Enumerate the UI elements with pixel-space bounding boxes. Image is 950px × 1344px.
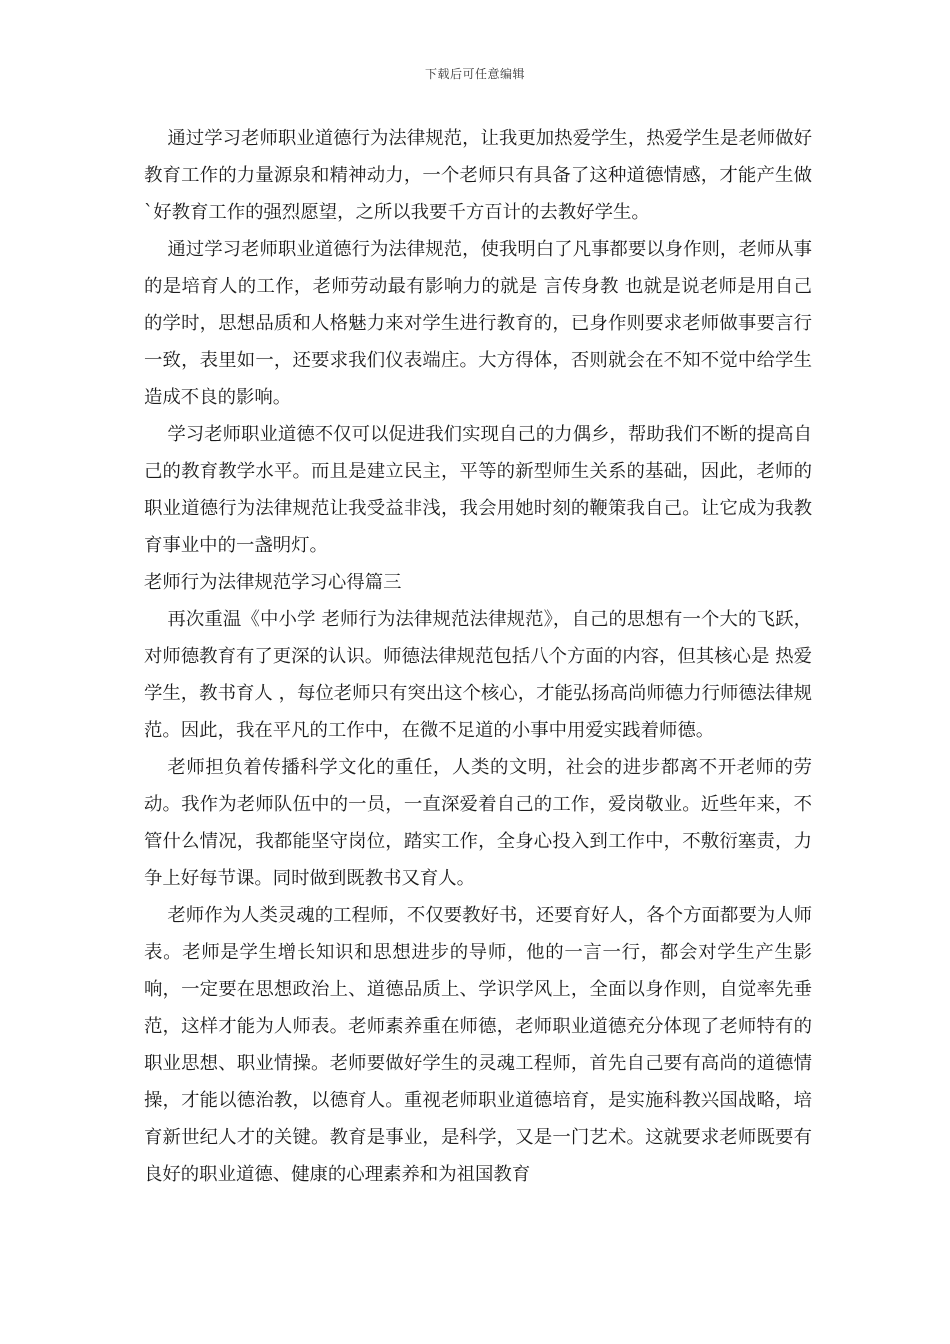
paragraph: 老师作为人类灵魂的工程师，不仅要教好书，还要育好人，各个方面都要为人师表。老师是学生增长知识和思想进步的导师，他的一言一行，都会对学生产生影响，一定要在思想政治上、道德品质上、学识学风上，全面以身作则，自觉率先垂范，这样才能为人师表。老师素养重在师德，老师职业道德充分体现了老师特有的职业思想、职业情操。老师要做好学生的灵魂工程师，首先自己要有高尚的道德情操，才能以德治教，以德育人。重视老师职业道德培育，是实施科教兴国战略，培育新世纪人才的关键。教育是事业，是科学，又是一门艺术。这就要求老师既要有良好的职业道德、健康的心理素养和为祖国教育 [144,905,812,1185]
paragraph: 再次重温《中小学 老师行为法律规范法律规范》，自己的思想有一个大的飞跃，对师德教育有了更深的认识。师德法律规范包括八个方面的内容，但其核心是 热爱学生，教书育人 ，每位老师只有突出这个核心，才能弘扬高尚师德力行师德法律规范。因此，我在平凡的工作中，在微不足道的小事中用爱实践着师德。 [144,609,812,741]
section-heading: 老师行为法律规范学习心得篇三 [144,572,402,593]
document-body [144,120,812,1193]
page-header-note: 下载后可任意编辑 [424,67,525,81]
paragraph: 老师担负着传播科学文化的重任，人类的文明，社会的进步都离不开老师的劳动。我作为老师队伍中的一员，一直深爱着自己的工作，爱岗敬业。近些年来，不管什么情况，我都能坚守岗位，踏实工作，全身心投入到工作中，不敷衍塞责，力争上好每节课。同时做到既教书又育人。 [144,757,812,889]
paragraph: 通过学习老师职业道德行为法律规范，让我更加热爱学生，热爱学生是老师做好教育工作的力量源泉和精神动力，一个老师只有具备了这种道德情感，才能产生做`好教育工作的强烈愿望，之所以我要千方百计的去教好学生。 [144,128,812,223]
paragraph: 学习老师职业道德不仅可以促进我们实现自己的力偶乡，帮助我们不断的提高自己的教育教学水平。而且是建立民主，平等的新型师生关系的基础，因此，老师的职业道德行为法律规范让我受益非浅，我会用她时刻的鞭策我自己。让它成为我教育事业中的一盏明灯。 [144,424,812,556]
paragraph: 通过学习老师职业道德行为法律规范，使我明白了凡事都要以身作则，老师从事的是培育人的工作，老师劳动最有影响力的就是 言传身教 也就是说老师是用自己的学时，思想品质和人格魅力来对学生进行教育的，已身作则要求老师做事要言行一致，表里如一，还要求我们仪表端庄。大方得体，否则就会在不知不觉中给学生造成不良的影响。 [144,239,812,408]
